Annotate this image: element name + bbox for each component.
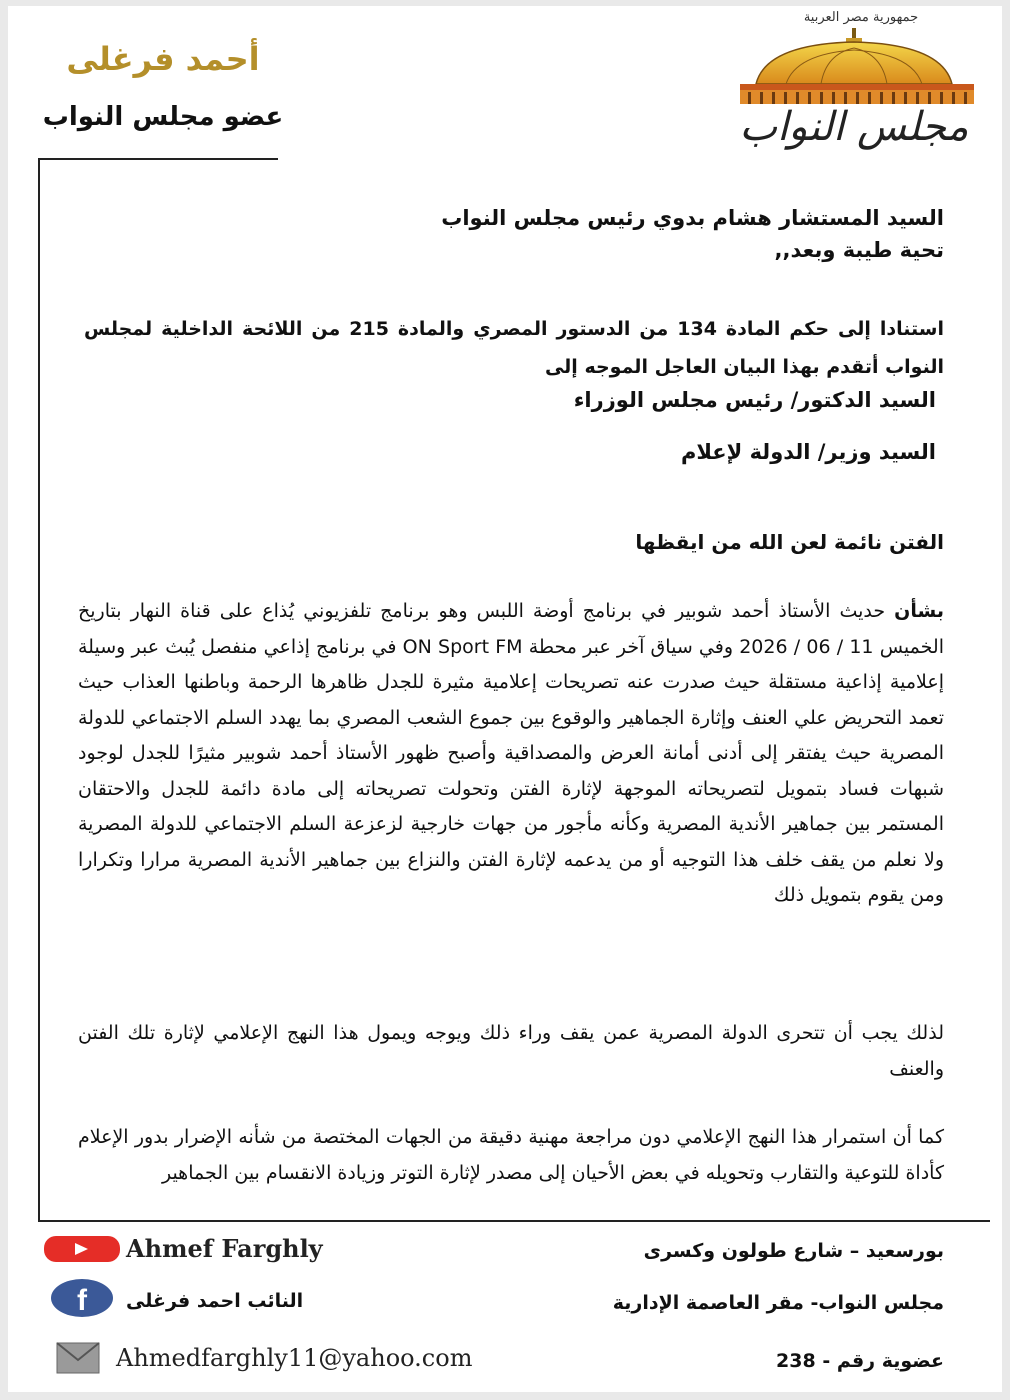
facebook-icon[interactable] xyxy=(50,1278,114,1318)
facebook-page-label[interactable]: النائب احمد فرغلى xyxy=(126,1290,304,1312)
youtube-channel-label[interactable]: Ahmef Farghly xyxy=(126,1234,323,1263)
member-name: أحمد فرغلى xyxy=(66,40,260,78)
logo-name-text: مجلس النواب xyxy=(739,104,969,150)
email-address[interactable]: Ahmedfarghly11@yahoo.com xyxy=(116,1344,473,1372)
address-capital: مجلس النواب- مقر العاصمة الإدارية xyxy=(612,1292,944,1314)
frame-top-line xyxy=(40,158,278,160)
paragraph-3: كما أن استمرار هذا النهج الإعلامي دون مراجعة مهنية دقيقة من الجهات المختصة من شأنه الإضرار بدور الإعلام كأداة للتوعية والتقارب وتحويله في بعض الأحيان إلى مصدر لإثارة التوتر وزيادة الانقسام بين الجماهير xyxy=(78,1126,944,1184)
intro-paragraph: استنادا إلى حكم المادة 134 من الدستور المصري والمادة 215 من اللائحة الداخلية لمجلس النواب أتقدم بهذا البيان العاجل الموجه إلى xyxy=(84,318,944,378)
membership-number: عضوية رقم - 238 xyxy=(776,1350,944,1372)
recipient-media-minister: السيد وزير/ الدولة لإعلام xyxy=(680,440,936,464)
mail-icon[interactable] xyxy=(56,1342,100,1374)
paragraph-1-lead: بشأن xyxy=(894,600,944,622)
youtube-icon[interactable] xyxy=(44,1236,120,1262)
member-title: عضو مجلس النواب xyxy=(42,102,284,132)
greeting: تحية طيبة وبعد,, xyxy=(774,238,944,262)
paragraph-1-text: حديث الأستاذ أحمد شوبير في برنامج أوضة اللبس وهو برنامج تلفزيوني يُذاع على قناة النهار بتاريخ الخميس 11 / 06 / 2026 وفي سياق آخر عبر محطة ON Sport FM في برنامج إذاعي منفصل يُبث عبر وسيلة إعلامية إذاعية مستقلة حيث صدرت عنه تصريحات إعلامية مثيرة للجدل ظاهرها الرحمة وباطنها العذاب حيث تعمد التحريض علي العنف وإثارة الجماهير والوقوع بين جموع الشعب المصري بما يهدد السلم الاجتماعي للدولة المصرية حيث يفتقر إلى أدنى أمانة العرض والمصداقية وأصبح ظهور الأستاذ أحمد شوبير مثيرًا للجدل لوجود شبهات فساد بتمويل لتصريحاته الموجهة لإثارة الفتن وتحولت تصريحاته إلى مادة دائمة للجدل والاحتقان المستمر بين جماهير الأندية المصرية وكأنه مأجور من جهات خارجية لزعزعة السلم الاجتماعي للدولة المصرية ولا نعلم من يقف خلف هذا التوجيه أو من يدعمه لإثارة الفتن والنزاع بين جماهير الأندية المصرية مرارا وتكرارا ومن يقوم بتمويل ذلك xyxy=(78,600,944,906)
paragraph-1 xyxy=(78,594,944,914)
recipient-prime-minister: السيد الدكتور/ رئيس مجلس الوزراء xyxy=(573,388,936,412)
letter-sheet xyxy=(8,6,1002,1392)
logo-country-text: جمهورية مصر العربية xyxy=(803,10,919,25)
svg-text:f: f xyxy=(77,1284,87,1317)
parliament-dome-icon xyxy=(726,28,988,108)
addressee: السيد المستشار هشام بدوي رئيس مجلس النواب xyxy=(441,206,944,230)
subject-title: الفتن نائمة لعن الله من ايقظها xyxy=(635,530,944,554)
frame-bottom-line xyxy=(38,1220,990,1222)
paragraph-2: لذلك يجب أن تتحرى الدولة المصرية عمن يقف وراء ذلك ويوجه ويمول هذا النهج الإعلامي لإثارة تلك الفتن والعنف xyxy=(78,1022,944,1080)
frame-left-line xyxy=(38,158,40,1222)
addressee-block xyxy=(424,202,944,266)
address-portsaid: بورسعيد – شارع طولون وكسرى xyxy=(643,1240,944,1262)
parliament-logo xyxy=(726,6,988,166)
